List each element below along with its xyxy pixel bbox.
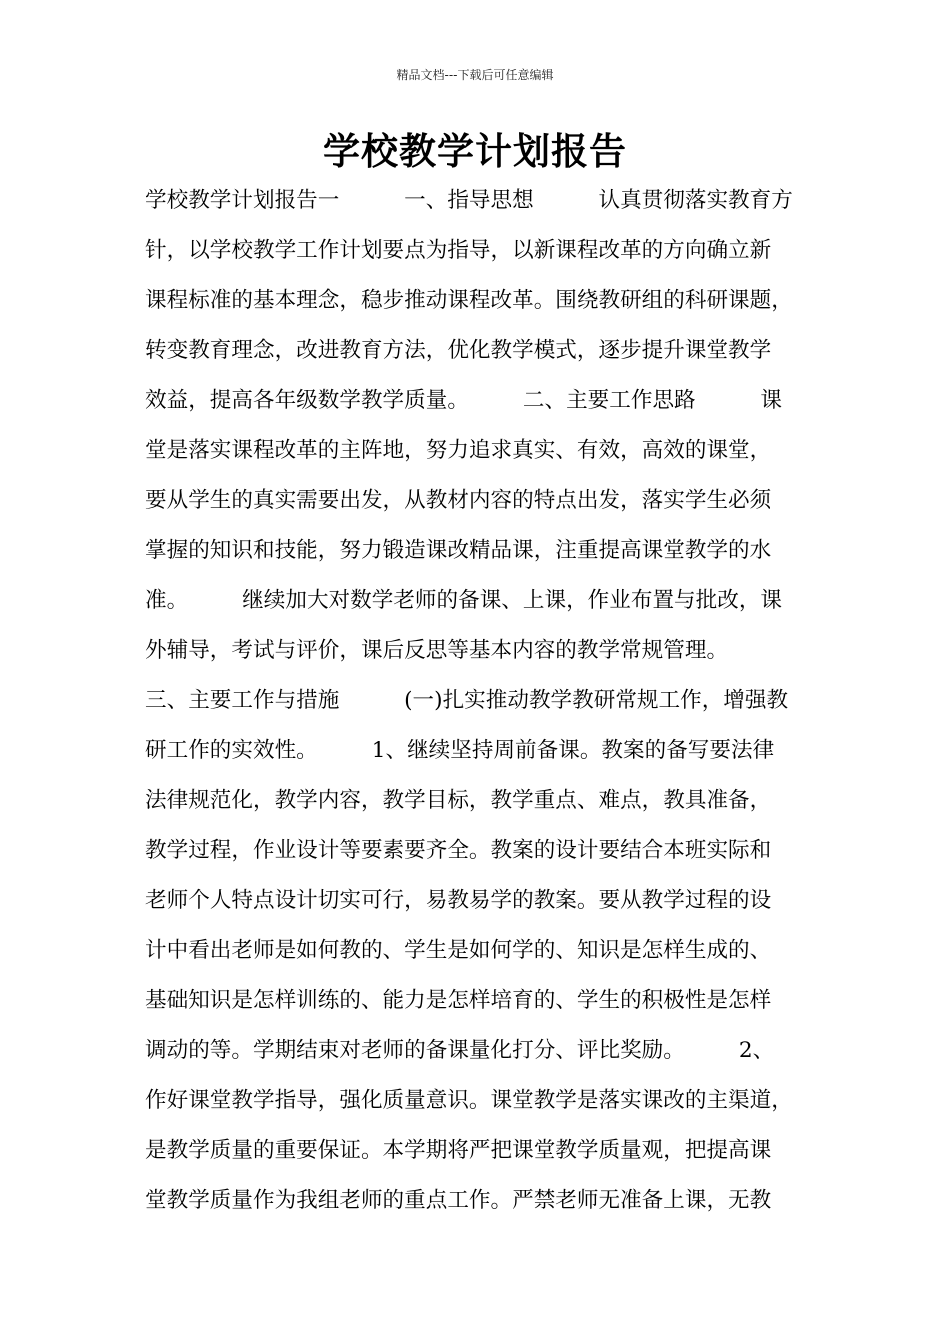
body-line: 堂是落实课程改革的主阵地，努力追求真实、有效，高效的课堂， xyxy=(145,438,772,463)
body-line: 法律规范化，教学内容，教学目标，教学重点、难点，教具准备， xyxy=(145,788,772,813)
body-line: 是教学质量的重要保证。本学期将严把课堂教学质量观，把提高课 xyxy=(145,1138,772,1163)
body-line: 调动的等。学期结束对老师的备课量化打分、评比奖励。 2、 xyxy=(145,1038,775,1063)
body-line: 课程标准的基本理念，稳步推动课程改革。围绕教研组的科研课题， xyxy=(145,288,793,313)
body-line: 学校教学计划报告一 一、指导思想 认真贯彻落实教育方 xyxy=(145,188,793,213)
document-title: 学校教学计划报告 xyxy=(323,130,627,173)
body-line: 计中看出老师是如何教的、学生是如何学的、知识是怎样生成的、 xyxy=(145,938,772,963)
body-line: 老师个人特点设计切实可行，易教易学的教案。要从教学过程的设 xyxy=(145,888,772,913)
header-note: 精品文档---下载后可任意编辑 xyxy=(396,68,554,82)
body-line: 作好课堂教学指导，强化质量意识。课堂教学是落实课改的主渠道， xyxy=(145,1088,793,1113)
body-line: 效益，提高各年级数学教学质量。 二、主要工作思路 课 xyxy=(145,388,783,413)
body-line: 准。 继续加大对数学老师的备课、上课，作业布置与批改，课 xyxy=(145,588,783,613)
body-line: 三、主要工作与措施 (一)扎实推动教学教研常规工作，增强教 xyxy=(145,688,789,713)
body-line: 基础知识是怎样训练的、能力是怎样培育的、学生的积极性是怎样 xyxy=(145,988,772,1013)
body-line: 外辅导，考试与评价，课后反思等基本内容的教学常规管理。 xyxy=(145,638,729,663)
body-line: 转变教育理念，改进教育方法，优化教学模式，逐步提升课堂教学 xyxy=(145,338,772,363)
document-body xyxy=(145,176,835,1226)
body-line: 堂教学质量作为我组老师的重点工作。严禁老师无准备上课，无教 xyxy=(145,1188,772,1213)
body-line: 针，以学校教学工作计划要点为指导，以新课程改革的方向确立新 xyxy=(145,238,772,263)
body-line: 要从学生的真实需要出发，从教材内容的特点出发，落实学生必须 xyxy=(145,488,772,513)
body-line: 教学过程，作业设计等要素要齐全。教案的设计要结合本班实际和 xyxy=(145,838,772,863)
body-line: 掌握的知识和技能，努力锻造课改精品课，注重提高课堂教学的水 xyxy=(145,538,772,563)
body-line: 研工作的实效性。 1、继续坚持周前备课。教案的备写要法律 xyxy=(145,738,775,763)
